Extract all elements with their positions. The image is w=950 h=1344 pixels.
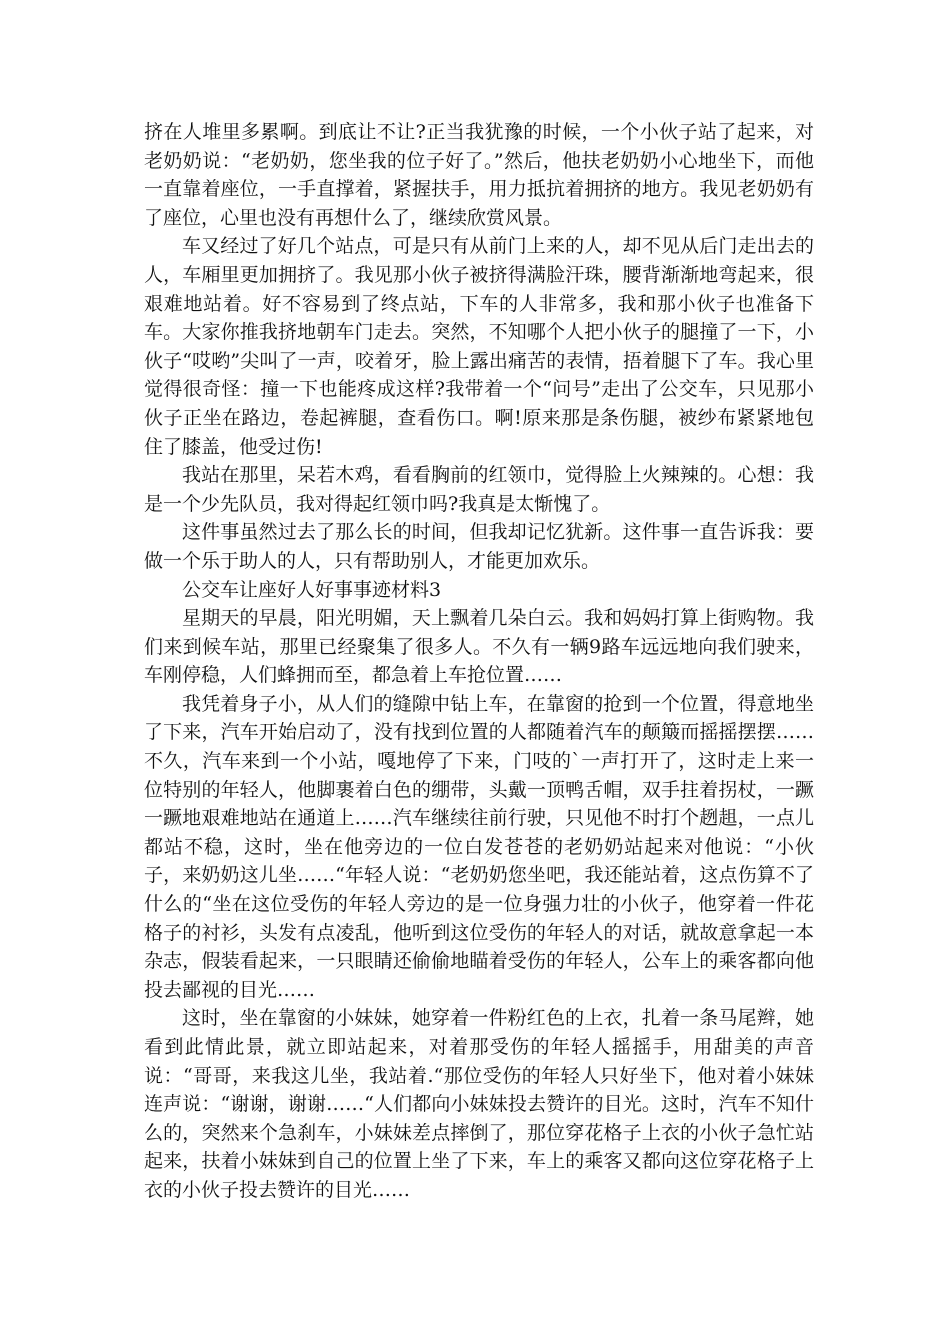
paragraph-1: 挤在人堆里多累啊。到底让不让?正当我犹豫的时候，一个小伙子站了起来，对老奶奶说：“老奶奶，您坐我的位子好了。”然后，他扶老奶奶小心地坐下，而他一直靠着座位，一手直撑着，紧握扶手，用力抵抗着拥挤的地方。我见老奶奶有了座位，心里也没有再想什么了，继续欣赏风景。 (144, 121, 814, 229)
paragraph-7: 这时，坐在靠窗的小妹妹，她穿着一件粉红色的上衣，扎着一条马尾辫，她看到此情此景，就立即站起来，对着那受伤的年轻人摇摇手，用甜美的声音说：“哥哥，来我这儿坐，我站着.“那位受伤的年轻人只好坐下，他对着小妹妹连声说：“谢谢，谢谢……“人们都向小妹妹投去赞许的目光。这时，汽车不知什么的，突然来个急刹车，小妹妹差点摔倒了，那位穿花格子上衣的小伙子急忙站起来，扶着小妹妹到自己的位置上坐了下来，车上的乘客又都向这位穿花格子上衣的小伙子投去赞许的目光…… (144, 1007, 814, 1201)
section-heading: 公交车让座好人好事事迹材料3 (182, 578, 442, 601)
paragraph-3: 我站在那里，呆若木鸡，看看胸前的红领巾，觉得脸上火辣辣的。心想：我是一个少先队员，我对得起红领巾吗?我真是太惭愧了。 (144, 464, 814, 515)
document-body (144, 118, 814, 1205)
paragraph-4: 这件事虽然过去了那么长的时间，但我却记忆犹新。这件事一直告诉我：要做一个乐于助人的人，只有帮助别人，才能更加欢乐。 (144, 521, 814, 572)
paragraph-5: 星期天的早晨，阳光明媚，天上飘着几朵白云。我和妈妈打算上街购物。我们来到候车站，那里已经聚集了很多人。不久有一辆9路车远远地向我们驶来，车刚停稳，人们蜂拥而至，都急着上车抢位置…… (144, 607, 814, 687)
paragraph-2: 车又经过了好几个站点，可是只有从前门上来的人，却不见从后门走出去的人，车厢里更加拥挤了。我见那小伙子被挤得满脸汗珠，腰背渐渐地弯起来，很艰难地站着。好不容易到了终点站，下车的人非常多，我和那小伙子也准备下车。大家你推我挤地朝车门走去。突然，不知哪个人把小伙子的腿撞了一下，小伙子“哎哟”尖叫了一声，咬着牙，脸上露出痛苦的表情，捂着腿下了车。我心里觉得很奇怪：撞一下也能疼成这样?我带着一个“问号”走出了公交车，只见那小伙子正坐在路边，卷起裤腿，查看伤口。啊!原来那是条伤腿，被纱布紧紧地包住了膝盖，他受过伤! (144, 235, 814, 458)
paragraph-6: 我凭着身子小，从人们的缝隙中钻上车，在靠窗的抢到一个位置，得意地坐了下来，汽车开始启动了，没有找到位置的人都随着汽车的颠簸而摇摇摆摆……不久，汽车来到一个小站，嘎地停了下来，门吱的`一声打开了，这时走上来一位特别的年轻人，他脚裹着白色的绷带，头戴一顶鸭舌帽，双手拄着拐杖，一蹶一蹶地艰难地站在通道上……汽车继续往前行驶，只见他不时打个趔趄，一点儿都站不稳，这时，坐在他旁边的一位白发苍苍的老奶奶站起来对他说：“小伙子，来奶奶这儿坐……“年轻人说：“老奶奶您坐吧，我还能站着，这点伤算不了什么的“坐在这位受伤的年轻人旁边的是一位身强力壮的小伙子，他穿着一件花格子的衬衫，头发有点凌乱，他听到这位受伤的年轻人的对话，就故意拿起一本杂志，假装看起来，一只眼睛还偷偷地瞄着受伤的年轻人，公车上的乘客都向他投去鄙视的目光…… (144, 692, 814, 1001)
